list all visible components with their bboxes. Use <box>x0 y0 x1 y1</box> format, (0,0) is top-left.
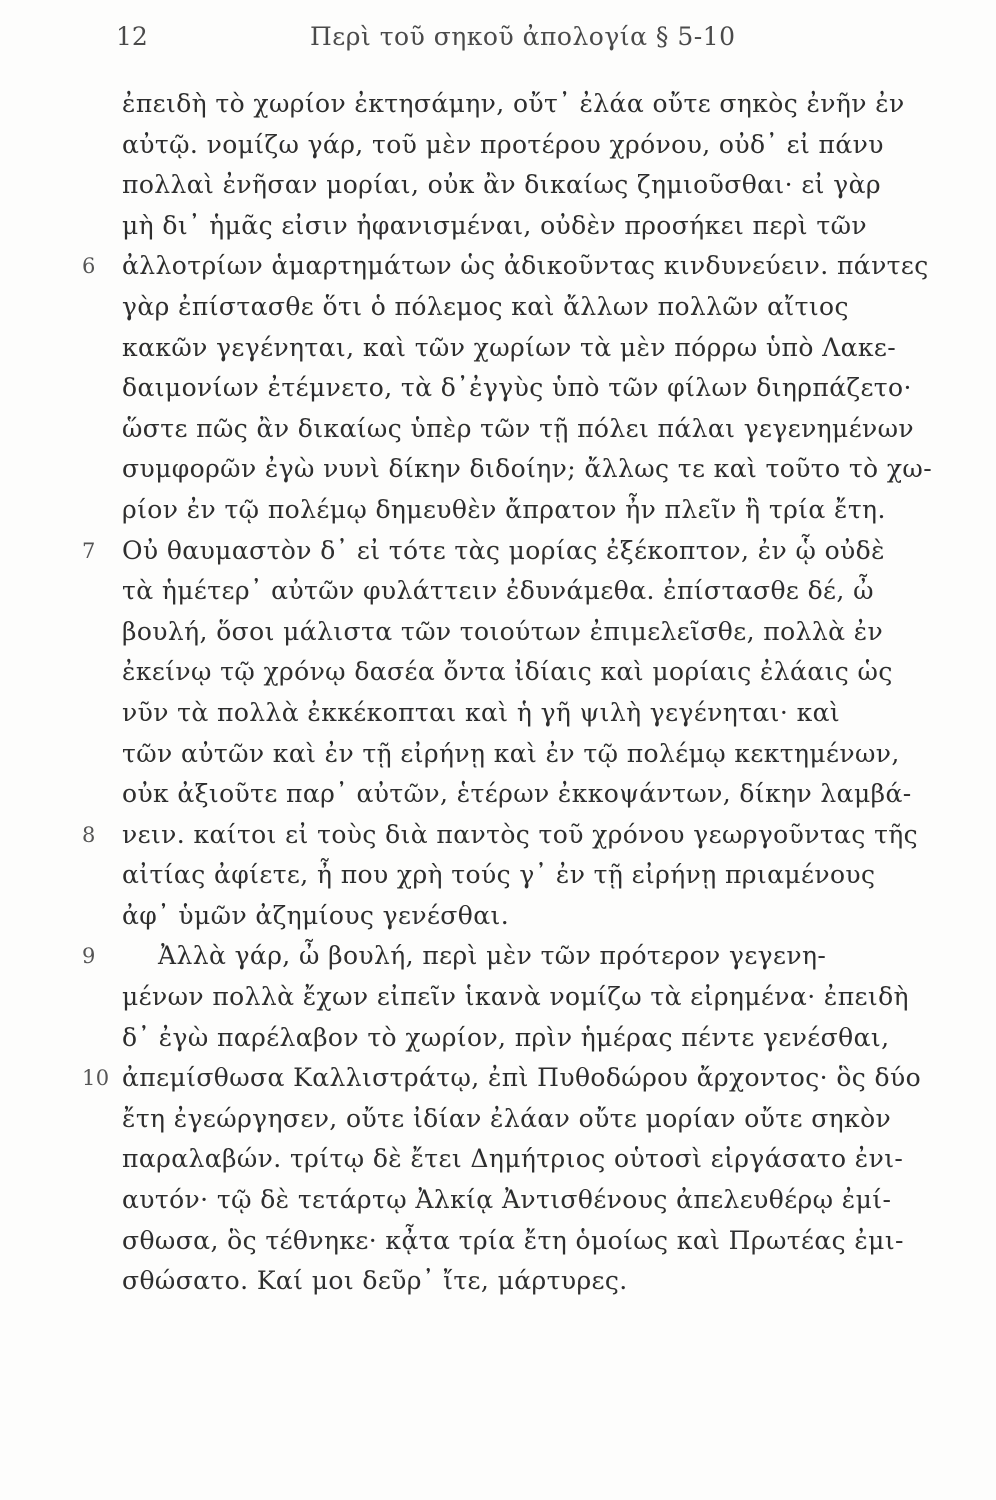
text-line <box>122 1018 890 1059</box>
line-text: Οὐ θαυμαστὸν δ᾽ εἰ τότε τὰς μορίας ἐξέκοπτον, ἐν ᾧ οὐδὲ <box>122 535 885 565</box>
text-line <box>122 612 882 653</box>
text-line <box>122 1261 882 1302</box>
line-text: νειν. καίτοι εἰ τοὺς διὰ παντὸς τοῦ χρόνου γεωργοῦντας τῆς <box>122 819 919 849</box>
line-text: οὐκ ἀξιοῦτε παρ᾽ αὐτῶν, ἑτέρων ἐκκοψάντων, δίκην λαμβά- <box>122 779 912 809</box>
text-line <box>82 531 885 572</box>
text-line <box>122 774 912 815</box>
text-line <box>82 936 882 977</box>
line-text: ἀπεμίσθωσα Καλλιστράτῳ, ἐπὶ Πυθοδώρου ἄρχοντος· ὃς δύο <box>122 1063 922 1093</box>
line-text: μένων πολλὰ ἔχων εἰπεῖν ἱκανὰ νομίζω τὰ εἰρημένα· ἐπειδὴ <box>122 982 909 1012</box>
line-text: τῶν αὐτῶν καὶ ἐν τῇ εἰρήνῃ καὶ ἐν τῷ πολέμῳ κεκτημένων, <box>122 738 900 768</box>
line-text: αὐτῷ. νομίζω γάρ, τοῦ μὲν προτέρου χρόνου, οὐδ᾽ εἰ πάνυ <box>122 129 884 159</box>
text-line <box>82 246 929 287</box>
text-line <box>122 855 882 896</box>
line-text: βουλή, ὅσοι μάλιστα τῶν τοιούτων ἐπιμελεῖσθε, πολλὰ ἐν <box>122 616 884 646</box>
text-line <box>122 287 882 328</box>
text-line <box>82 1058 922 1099</box>
section-number: 8 <box>82 822 96 847</box>
line-text: ἐπειδὴ τὸ χωρίον ἐκτησάμην, οὔτ᾽ ἐλάα οὔτε σηκὸς ἐνῆν ἐν <box>122 89 905 118</box>
line-text: δ᾽ ἐγὼ παρέλαβον τὸ χωρίον, πρὶν ἡμέρας πέντε γενέσθαι, <box>122 1022 890 1052</box>
line-text: νῦν τὰ πολλὰ ἐκκέκοπται καὶ ἡ γῆ ψιλὴ γεγένηται· καὶ <box>122 697 841 727</box>
text-line <box>122 734 900 775</box>
text-line <box>122 1139 904 1180</box>
text-line <box>122 206 882 247</box>
text-line <box>122 409 915 450</box>
line-text: ἀφ᾽ ὑμῶν ἀζημίους γενέσθαι. <box>122 900 510 930</box>
line-text: συμφορῶν ἐγὼ νυνὶ δίκην διδοίην; ἄλλως τε καὶ τοῦτο τὸ χω- <box>122 454 933 484</box>
line-text: παραλαβών. τρίτῳ δὲ ἔτει Δημήτριος οὑτοσὶ εἰργάσατο ἐνι- <box>122 1144 904 1174</box>
line-text: γὰρ ἐπίστασθε ὅτι ὁ πόλεμος καὶ ἄλλων πολλῶν αἴτιος <box>122 291 849 321</box>
line-text: σθώσατο. Καί μοι δεῦρ᾽ ἴτε, μάρτυρες. <box>122 1266 628 1296</box>
text-line <box>122 125 882 166</box>
text-line <box>82 815 919 856</box>
page-header <box>116 22 876 62</box>
line-text: τὰ ἡμέτερ᾽ αὐτῶν φυλάττειν ἐδυνάμεθα. ἐπίστασθε δέ, ὦ <box>122 576 874 606</box>
text-line <box>122 165 882 206</box>
line-text: ἀλλοτρίων ἁμαρτημάτων ὡς ἀδικοῦντας κινδυνεύειν. πάντες <box>122 251 929 281</box>
text-line <box>122 328 897 369</box>
text-line <box>122 84 905 125</box>
section-number: 6 <box>82 254 96 279</box>
line-text: αἰτίας ἀφίετε, ἦ που χρὴ τούς γ᾽ ἐν τῇ εἰρήνῃ πριαμένους <box>122 860 876 890</box>
line-text: κακῶν γεγένηται, καὶ τῶν χωρίων τὰ μὲν πόρρω ὑπὸ Λακε- <box>122 332 897 362</box>
section-number: 9 <box>82 944 96 969</box>
text-line <box>122 693 882 734</box>
text-line <box>122 652 893 693</box>
line-text: ἐκείνῳ τῷ χρόνῳ δασέα ὄντα ἰδίαις καὶ μορίαις ἐλάαις ὡς <box>122 657 893 687</box>
line-text: δαιμονίων ἐτέμνετο, τὰ δ᾽ἐγγὺς ὑπὸ τῶν φίλων διηρπάζετο· <box>122 373 912 403</box>
text-line <box>122 490 886 531</box>
page-number: 12 <box>116 22 148 51</box>
section-number: 10 <box>82 1066 110 1091</box>
line-text: σθωσα, ὃς τέθνηκε· κᾆτα τρία ἔτη ὁμοίως καὶ Πρωτέας ἐμι- <box>122 1225 904 1255</box>
text-line <box>122 449 933 490</box>
line-text: ἔτη ἐγεώργησεν, οὔτε ἰδίαν ἐλάαν οὔτε μορίαν οὔτε σηκὸν <box>122 1103 892 1133</box>
body-text <box>82 84 933 1302</box>
text-line <box>122 1221 904 1262</box>
text-line <box>122 368 912 409</box>
text-line <box>122 1099 892 1140</box>
section-number: 7 <box>82 538 96 563</box>
text-line <box>122 896 882 937</box>
running-title: Περὶ τοῦ σηκοῦ ἀπολογία § 5-10 <box>310 22 736 51</box>
text-line <box>122 1180 892 1221</box>
text-line <box>122 571 882 612</box>
line-text: πολλαὶ ἐνῆσαν μορίαι, οὐκ ἂν δικαίως ζημιοῦσθαι· εἰ γὰρ <box>122 170 881 200</box>
line-text: αυτόν· τῷ δὲ τετάρτῳ Ἀλκίᾳ Ἀντισθένους ἀπελευθέρῳ ἐμί- <box>122 1185 892 1215</box>
line-text: Ἀλλὰ γάρ, ὦ βουλή, περὶ μὲν τῶν πρότερον γεγενη- <box>158 941 827 971</box>
text-line <box>122 977 909 1018</box>
line-text: ρίον ἐν τῷ πολέμῳ δημευθὲν ἄπρατον ἦν πλεῖν ἢ τρία ἔτη. <box>122 494 886 524</box>
line-text: μὴ δι᾽ ἡμᾶς εἰσιν ἠφανισμέναι, οὐδὲν προσήκει περὶ τῶν <box>122 210 867 240</box>
line-text: ὥστε πῶς ἂν δικαίως ὑπὲρ τῶν τῇ πόλει πάλαι γεγενημένων <box>122 413 915 443</box>
